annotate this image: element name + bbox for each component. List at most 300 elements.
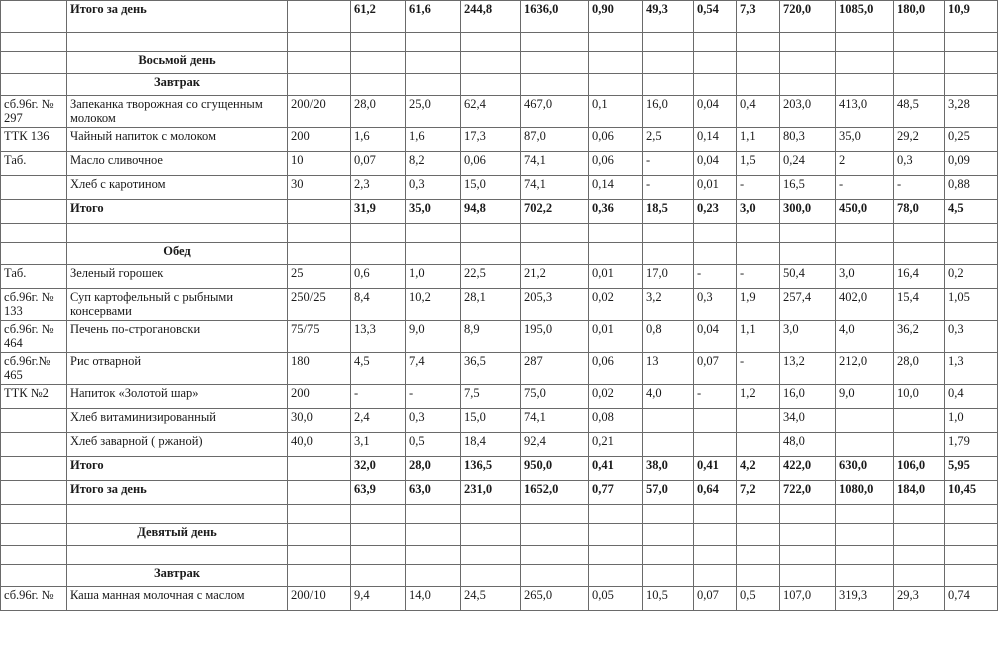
empty-cell (406, 243, 461, 265)
table-row (1, 385, 998, 409)
value-cell: 7,4 (406, 353, 461, 385)
value-cell: 1,0 (406, 265, 461, 289)
empty-cell (461, 243, 521, 265)
empty-cell (351, 33, 406, 52)
empty-cell (1, 33, 67, 52)
value-cell: 0,07 (694, 353, 737, 385)
value-cell: 21,2 (521, 265, 589, 289)
value-cell: - (737, 265, 780, 289)
empty-cell (694, 52, 737, 74)
value-cell: 8,9 (461, 321, 521, 353)
empty-cell (288, 505, 351, 524)
value-cell: - (694, 385, 737, 409)
value-cell: 63,9 (351, 481, 406, 505)
value-cell: 0,4 (945, 385, 998, 409)
dish-name-cell: Суп картофельный с рыбными консервами (67, 289, 288, 321)
empty-cell (643, 546, 694, 565)
dish-name-cell: Напиток «Золотой шар» (67, 385, 288, 409)
value-cell: 0,1 (589, 96, 643, 128)
empty-cell (894, 52, 945, 74)
empty-cell (1, 524, 67, 546)
empty-cell (694, 565, 737, 587)
empty-cell (521, 52, 589, 74)
value-cell: - (737, 176, 780, 200)
value-cell: 35,0 (406, 200, 461, 224)
empty-cell (406, 74, 461, 96)
section-title: Завтрак (67, 74, 288, 96)
dish-name-cell: Хлеб с каротином (67, 176, 288, 200)
value-cell: 48,0 (780, 433, 836, 457)
empty-cell (836, 224, 894, 243)
value-cell: - (406, 385, 461, 409)
section-header-row (1, 524, 998, 546)
empty-cell (288, 224, 351, 243)
value-cell: 3,1 (351, 433, 406, 457)
value-cell: 0,07 (351, 152, 406, 176)
value-cell: 0,3 (894, 152, 945, 176)
value-cell: 300,0 (780, 200, 836, 224)
recipe-ref-cell: сб.96г. № 297 (1, 96, 67, 128)
value-cell: 0,07 (694, 587, 737, 611)
recipe-ref-cell (1, 200, 67, 224)
recipe-ref-cell (1, 409, 67, 433)
table-total-row (1, 200, 998, 224)
value-cell: 1,2 (737, 385, 780, 409)
value-cell: 80,3 (780, 128, 836, 152)
empty-cell (945, 52, 998, 74)
value-cell: 0,41 (694, 457, 737, 481)
value-cell: 3,2 (643, 289, 694, 321)
empty-cell (288, 74, 351, 96)
value-cell: 28,0 (406, 457, 461, 481)
table-row (1, 128, 998, 152)
empty-cell (1, 243, 67, 265)
empty-cell (780, 505, 836, 524)
table-row (1, 587, 998, 611)
spacer-row (1, 505, 998, 524)
value-cell: 3,0 (836, 265, 894, 289)
value-cell: 10,2 (406, 289, 461, 321)
value-cell: 28,0 (351, 96, 406, 128)
empty-cell (1, 52, 67, 74)
spacer-row (1, 33, 998, 52)
empty-cell (589, 505, 643, 524)
value-cell: 61,6 (406, 1, 461, 33)
value-cell: 15,0 (461, 409, 521, 433)
empty-cell (288, 52, 351, 74)
recipe-ref-cell (1, 176, 67, 200)
value-cell: 0,64 (694, 481, 737, 505)
empty-cell (643, 565, 694, 587)
value-cell: 18,5 (643, 200, 694, 224)
table-total-row (1, 481, 998, 505)
value-cell: 9,0 (836, 385, 894, 409)
dish-name-cell: Печень по-строгановски (67, 321, 288, 353)
empty-cell (589, 224, 643, 243)
value-cell: 10,0 (894, 385, 945, 409)
value-cell (643, 433, 694, 457)
empty-cell (461, 524, 521, 546)
value-cell: 0,23 (694, 200, 737, 224)
value-cell: 0,3 (406, 176, 461, 200)
value-cell: 49,3 (643, 1, 694, 33)
recipe-ref-cell (1, 481, 67, 505)
empty-cell (1, 224, 67, 243)
empty-cell (461, 74, 521, 96)
empty-cell (894, 74, 945, 96)
empty-cell (351, 524, 406, 546)
empty-cell (945, 565, 998, 587)
empty-cell (945, 224, 998, 243)
value-cell (894, 409, 945, 433)
value-cell: 8,4 (351, 289, 406, 321)
value-cell: 1652,0 (521, 481, 589, 505)
recipe-ref-cell: сб.96г. № 133 (1, 289, 67, 321)
value-cell: 17,3 (461, 128, 521, 152)
empty-cell (694, 243, 737, 265)
value-cell: 13,3 (351, 321, 406, 353)
value-cell: 1,05 (945, 289, 998, 321)
dish-name-cell: Хлеб заварной ( ржаной) (67, 433, 288, 457)
value-cell: 0,8 (643, 321, 694, 353)
value-cell: 287 (521, 353, 589, 385)
value-cell: 1,3 (945, 353, 998, 385)
value-cell: 0,41 (589, 457, 643, 481)
empty-cell (894, 524, 945, 546)
empty-cell (694, 505, 737, 524)
value-cell: 0,3 (945, 321, 998, 353)
portion-cell (288, 481, 351, 505)
value-cell: 4,0 (836, 321, 894, 353)
empty-cell (288, 33, 351, 52)
value-cell: - (737, 353, 780, 385)
value-cell (737, 433, 780, 457)
empty-cell (589, 33, 643, 52)
empty-cell (288, 243, 351, 265)
value-cell: 402,0 (836, 289, 894, 321)
empty-cell (694, 524, 737, 546)
value-cell (694, 433, 737, 457)
value-cell: 29,3 (894, 587, 945, 611)
value-cell: 0,02 (589, 385, 643, 409)
recipe-ref-cell: сб.96г. № 464 (1, 321, 67, 353)
value-cell: 9,0 (406, 321, 461, 353)
value-cell: 14,0 (406, 587, 461, 611)
value-cell: 722,0 (780, 481, 836, 505)
value-cell: 195,0 (521, 321, 589, 353)
value-cell: 0,88 (945, 176, 998, 200)
portion-cell: 200/20 (288, 96, 351, 128)
value-cell: 4,0 (643, 385, 694, 409)
value-cell: 0,14 (694, 128, 737, 152)
empty-cell (780, 565, 836, 587)
value-cell: 0,6 (351, 265, 406, 289)
empty-cell (351, 74, 406, 96)
empty-cell (643, 224, 694, 243)
empty-cell (67, 33, 288, 52)
empty-cell (836, 565, 894, 587)
value-cell: 36,2 (894, 321, 945, 353)
empty-cell (1, 565, 67, 587)
portion-cell (288, 1, 351, 33)
value-cell (737, 409, 780, 433)
empty-cell (836, 74, 894, 96)
value-cell: 1,1 (737, 128, 780, 152)
value-cell: 63,0 (406, 481, 461, 505)
empty-cell (737, 524, 780, 546)
empty-cell (780, 243, 836, 265)
value-cell: 0,04 (694, 152, 737, 176)
table-row (1, 96, 998, 128)
empty-cell (643, 52, 694, 74)
section-header-row (1, 243, 998, 265)
empty-cell (521, 243, 589, 265)
table-total-row (1, 1, 998, 33)
empty-cell (406, 224, 461, 243)
value-cell: 630,0 (836, 457, 894, 481)
value-cell: 1,5 (737, 152, 780, 176)
value-cell: 78,0 (894, 200, 945, 224)
dish-name-cell: Каша манная молочная с маслом (67, 587, 288, 611)
empty-cell (836, 546, 894, 565)
value-cell: 0,5 (737, 587, 780, 611)
value-cell: 15,0 (461, 176, 521, 200)
value-cell: 7,3 (737, 1, 780, 33)
value-cell: 16,4 (894, 265, 945, 289)
dish-name-cell: Рис отварной (67, 353, 288, 385)
value-cell: 0,01 (589, 321, 643, 353)
section-title: Обед (67, 243, 288, 265)
empty-cell (67, 224, 288, 243)
table-row (1, 353, 998, 385)
value-cell: 136,5 (461, 457, 521, 481)
empty-cell (836, 524, 894, 546)
value-cell: 2,3 (351, 176, 406, 200)
value-cell: 48,5 (894, 96, 945, 128)
value-cell: 0,54 (694, 1, 737, 33)
value-cell: - (643, 176, 694, 200)
recipe-ref-cell (1, 433, 67, 457)
empty-cell (589, 243, 643, 265)
section-title: Девятый день (67, 524, 288, 546)
empty-cell (836, 33, 894, 52)
value-cell: 0,2 (945, 265, 998, 289)
value-cell: 702,2 (521, 200, 589, 224)
value-cell: 0,09 (945, 152, 998, 176)
value-cell: 0,3 (694, 289, 737, 321)
recipe-ref-cell: ТТК 136 (1, 128, 67, 152)
portion-cell: 180 (288, 353, 351, 385)
value-cell: 16,0 (643, 96, 694, 128)
value-cell: 87,0 (521, 128, 589, 152)
portion-cell: 200/10 (288, 587, 351, 611)
empty-cell (1, 505, 67, 524)
value-cell: 467,0 (521, 96, 589, 128)
portion-cell (288, 457, 351, 481)
value-cell: 450,0 (836, 200, 894, 224)
recipe-ref-cell (1, 1, 67, 33)
recipe-ref-cell: ТТК №2 (1, 385, 67, 409)
value-cell: 413,0 (836, 96, 894, 128)
empty-cell (406, 52, 461, 74)
value-cell: 257,4 (780, 289, 836, 321)
empty-cell (461, 33, 521, 52)
value-cell: 1,6 (406, 128, 461, 152)
value-cell: 0,4 (737, 96, 780, 128)
empty-cell (737, 243, 780, 265)
value-cell: 0,36 (589, 200, 643, 224)
empty-cell (737, 33, 780, 52)
empty-cell (521, 565, 589, 587)
value-cell: 62,4 (461, 96, 521, 128)
value-cell: 1080,0 (836, 481, 894, 505)
table-row (1, 289, 998, 321)
empty-cell (945, 505, 998, 524)
empty-cell (643, 243, 694, 265)
empty-cell (894, 546, 945, 565)
value-cell: 34,0 (780, 409, 836, 433)
empty-cell (589, 524, 643, 546)
value-cell: - (351, 385, 406, 409)
value-cell: 31,9 (351, 200, 406, 224)
empty-cell (780, 524, 836, 546)
value-cell: 4,5 (351, 353, 406, 385)
value-cell: 29,2 (894, 128, 945, 152)
value-cell: 0,21 (589, 433, 643, 457)
value-cell: 1636,0 (521, 1, 589, 33)
value-cell: 10,9 (945, 1, 998, 33)
empty-cell (643, 33, 694, 52)
empty-cell (836, 243, 894, 265)
value-cell: 231,0 (461, 481, 521, 505)
value-cell: 50,4 (780, 265, 836, 289)
empty-cell (461, 52, 521, 74)
empty-cell (67, 546, 288, 565)
value-cell: 0,06 (589, 128, 643, 152)
dish-name-cell: Запеканка творожная со сгущенным молоком (67, 96, 288, 128)
value-cell: 265,0 (521, 587, 589, 611)
value-cell: 0,06 (589, 152, 643, 176)
empty-cell (406, 565, 461, 587)
empty-cell (288, 565, 351, 587)
value-cell: 28,0 (894, 353, 945, 385)
value-cell: 0,02 (589, 289, 643, 321)
portion-cell: 40,0 (288, 433, 351, 457)
value-cell (694, 409, 737, 433)
value-cell: 3,28 (945, 96, 998, 128)
empty-cell (521, 33, 589, 52)
value-cell: - (836, 176, 894, 200)
value-cell: 10,45 (945, 481, 998, 505)
empty-cell (894, 565, 945, 587)
value-cell: 180,0 (894, 1, 945, 33)
value-cell: 75,0 (521, 385, 589, 409)
empty-cell (780, 74, 836, 96)
value-cell: 0,90 (589, 1, 643, 33)
value-cell: 36,5 (461, 353, 521, 385)
empty-cell (780, 224, 836, 243)
portion-cell: 10 (288, 152, 351, 176)
value-cell: 1,9 (737, 289, 780, 321)
dish-name-cell: Итого (67, 457, 288, 481)
value-cell: 107,0 (780, 587, 836, 611)
value-cell: 25,0 (406, 96, 461, 128)
empty-cell (521, 546, 589, 565)
empty-cell (589, 52, 643, 74)
empty-cell (894, 224, 945, 243)
value-cell: 106,0 (894, 457, 945, 481)
portion-cell: 200 (288, 128, 351, 152)
value-cell: 0,24 (780, 152, 836, 176)
value-cell: 3,0 (780, 321, 836, 353)
section-header-row (1, 52, 998, 74)
value-cell: - (694, 265, 737, 289)
value-cell: 319,3 (836, 587, 894, 611)
empty-cell (643, 524, 694, 546)
value-cell: 0,04 (694, 96, 737, 128)
table-row (1, 321, 998, 353)
value-cell: 184,0 (894, 481, 945, 505)
value-cell: 0,5 (406, 433, 461, 457)
portion-cell: 200 (288, 385, 351, 409)
empty-cell (836, 505, 894, 524)
table-row (1, 409, 998, 433)
value-cell: 950,0 (521, 457, 589, 481)
value-cell: 422,0 (780, 457, 836, 481)
value-cell: 35,0 (836, 128, 894, 152)
recipe-ref-cell: сб.96г. № (1, 587, 67, 611)
value-cell: 0,3 (406, 409, 461, 433)
empty-cell (945, 546, 998, 565)
empty-cell (737, 74, 780, 96)
value-cell: 22,5 (461, 265, 521, 289)
value-cell: 9,4 (351, 587, 406, 611)
empty-cell (351, 243, 406, 265)
empty-cell (945, 524, 998, 546)
value-cell: 74,1 (521, 409, 589, 433)
value-cell: 0,77 (589, 481, 643, 505)
section-header-row (1, 74, 998, 96)
empty-cell (589, 546, 643, 565)
value-cell: 24,5 (461, 587, 521, 611)
empty-cell (694, 546, 737, 565)
empty-cell (780, 546, 836, 565)
value-cell: 2,4 (351, 409, 406, 433)
dish-name-cell: Итого за день (67, 1, 288, 33)
value-cell: 0,08 (589, 409, 643, 433)
empty-cell (780, 52, 836, 74)
empty-cell (894, 505, 945, 524)
value-cell: 61,2 (351, 1, 406, 33)
empty-cell (945, 33, 998, 52)
dish-name-cell: Чайный напиток с молоком (67, 128, 288, 152)
empty-cell (351, 565, 406, 587)
value-cell: 10,5 (643, 587, 694, 611)
value-cell: 5,95 (945, 457, 998, 481)
value-cell: 17,0 (643, 265, 694, 289)
value-cell: 212,0 (836, 353, 894, 385)
value-cell: 244,8 (461, 1, 521, 33)
dish-name-cell: Итого за день (67, 481, 288, 505)
value-cell: 13 (643, 353, 694, 385)
value-cell: 38,0 (643, 457, 694, 481)
table-row (1, 152, 998, 176)
value-cell: 57,0 (643, 481, 694, 505)
value-cell: 2,5 (643, 128, 694, 152)
empty-cell (737, 565, 780, 587)
dish-name-cell: Хлеб витаминизированный (67, 409, 288, 433)
value-cell: 28,1 (461, 289, 521, 321)
